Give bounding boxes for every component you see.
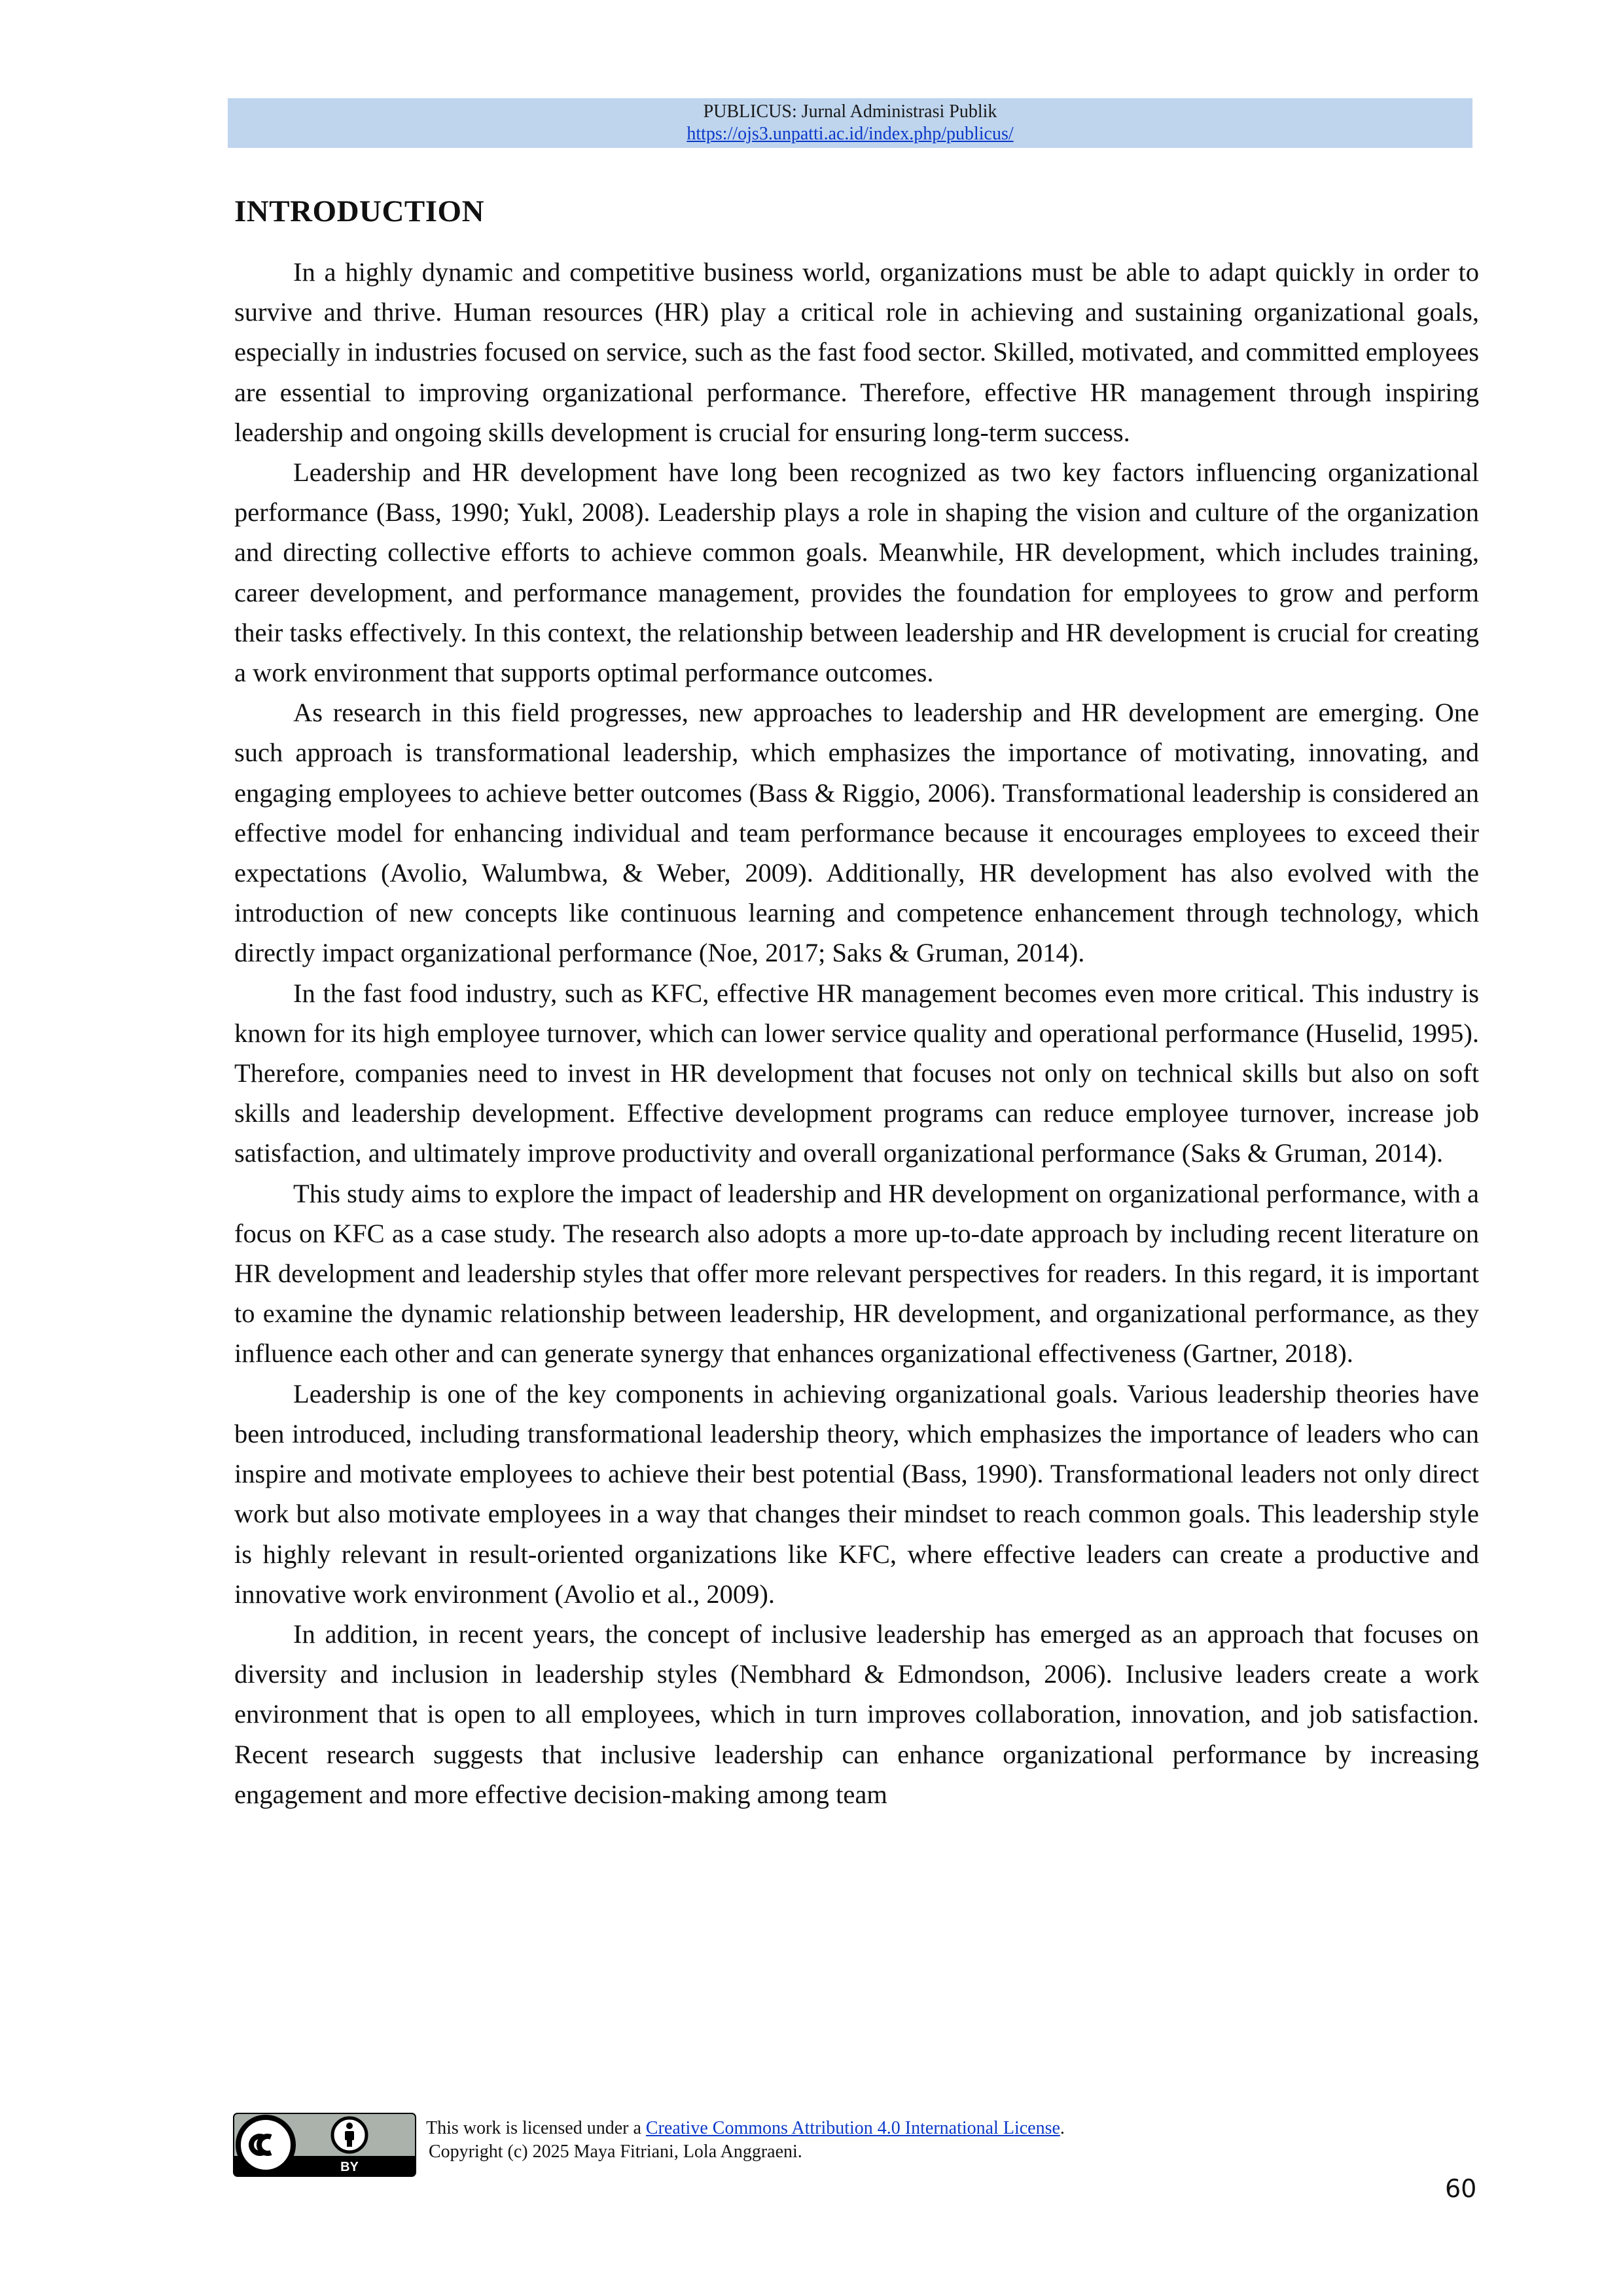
license-link[interactable]: Creative Commons Attribution 4.0 International License bbox=[645, 2118, 1060, 2138]
paragraph: In a highly dynamic and competitive business world, organizations must be able to adapt quickly in order to survive and thrive. Human resources (HR) play a critical role in achieving and sustaining organizational goals, especially in industries focused on service, such as the fast food sector. Skilled, motivated, and committed employees are essential to improving organizational performance. Therefore, effective HR management through inspiring leadership and ongoing skills development is crucial for ensuring long-term success. bbox=[234, 257, 1479, 447]
journal-url-link[interactable]: https://ojs3.unpatti.ac.id/index.php/publicus/ bbox=[687, 124, 1014, 144]
body-text bbox=[234, 252, 1479, 1814]
journal-header bbox=[228, 98, 1472, 148]
section-heading: INTRODUCTION bbox=[234, 194, 485, 228]
page-number: 60 bbox=[1445, 2174, 1477, 2203]
license-suffix: . bbox=[1060, 2118, 1065, 2138]
license-prefix: This work is licensed under a bbox=[426, 2118, 646, 2138]
copyright-line: Copyright (c) 2025 Maya Fitriani, Lola Anggraeni. bbox=[429, 2142, 802, 2162]
badge-label: BY bbox=[340, 2160, 359, 2174]
license-footer bbox=[233, 2113, 1476, 2185]
paragraph: This study aims to explore the impact of leadership and HR development on organizational performance, with a focus on KFC as a case study. The research also adopts a more up-to-date approach by including recent literature on HR development and leadership styles that offer more relevant perspectives for readers. In this regard, it is important to examine the dynamic relationship between leadership, HR development, and organizational performance, as they influence each other and can generate synergy that enhances organizational effectiveness (Gartner, 2018). bbox=[234, 1178, 1479, 1369]
paragraph: In addition, in recent years, the concept of inclusive leadership has emerged as an approach that focuses on diversity and inclusion in leadership styles (Nembhard & Edmondson, 2006). Inclusive leaders create a work environment that is open to all employees, which in turn improves collaboration, innovation, and job satisfaction. Recent research suggests that inclusive leadership can enhance organizational performance by increasing engagement and more effective decision-making among team bbox=[234, 1619, 1479, 1809]
paragraph: As research in this field progresses, new approaches to leadership and HR development are emerging. One such approach is transformational leadership, which emphasizes the importance of motivating, innovating, and engaging employees to achieve better outcomes (Bass & Riggio, 2006). Transformational leadership is considered an effective model for enhancing individual and team performance because it encourages employees to exceed their expectations (Avolio, Walumbwa, & Weber, 2009). Additionally, HR development has also evolved with the introduction of new concepts like continuous learning and competence enhancement through technology, which directly impact organizational performance (Noe, 2017; Saks & Gruman, 2014). bbox=[234, 698, 1479, 968]
paragraph: In the fast food industry, such as KFC, effective HR management becomes even more critical. This industry is known for its high employee turnover, which can lower service quality and operational performance (Huselid, 1995). Therefore, companies need to invest in HR development that focuses not only on technical skills but also on soft skills and leadership development. Effective development programs can reduce employee turnover, increase job satisfaction, and ultimately improve productivity and overall organizational performance (Saks & Gruman, 2014). bbox=[234, 978, 1479, 1168]
license-line bbox=[426, 2117, 1065, 2140]
license-text bbox=[426, 2117, 1065, 2164]
cc-by-license-icon[interactable] bbox=[233, 2113, 416, 2177]
paragraph: Leadership and HR development have long been recognized as two key factors influencing organizational performance (Bass, 1990; Yukl, 2008). Leadership plays a role in shaping the vision and culture of the organization and directing collective efforts to achieve common goals. Meanwhile, HR development, which includes training, career development, and performance management, provides the foundation for employees to grow and perform their tasks effectively. In this context, the relationship between leadership and HR development is crucial for creating a work environment that supports optimal performance outcomes. bbox=[234, 457, 1479, 688]
journal-title: PUBLICUS: Jurnal Administrasi Publik bbox=[703, 101, 997, 122]
paragraph: Leadership is one of the key components in achieving organizational goals. Various leadership theories have been introduced, including transformational leadership theory, which emphasizes the importance of leaders who can inspire and motivate employees to achieve their best potential (Bass, 1990). Transformational leaders not only direct work but also motivate employees in a way that changes their mindset to reach common goals. This leadership style is highly relevant in result-oriented organizations like KFC, where effective leaders can create a productive and innovative work environment (Avolio et al., 2009). bbox=[234, 1378, 1479, 1609]
